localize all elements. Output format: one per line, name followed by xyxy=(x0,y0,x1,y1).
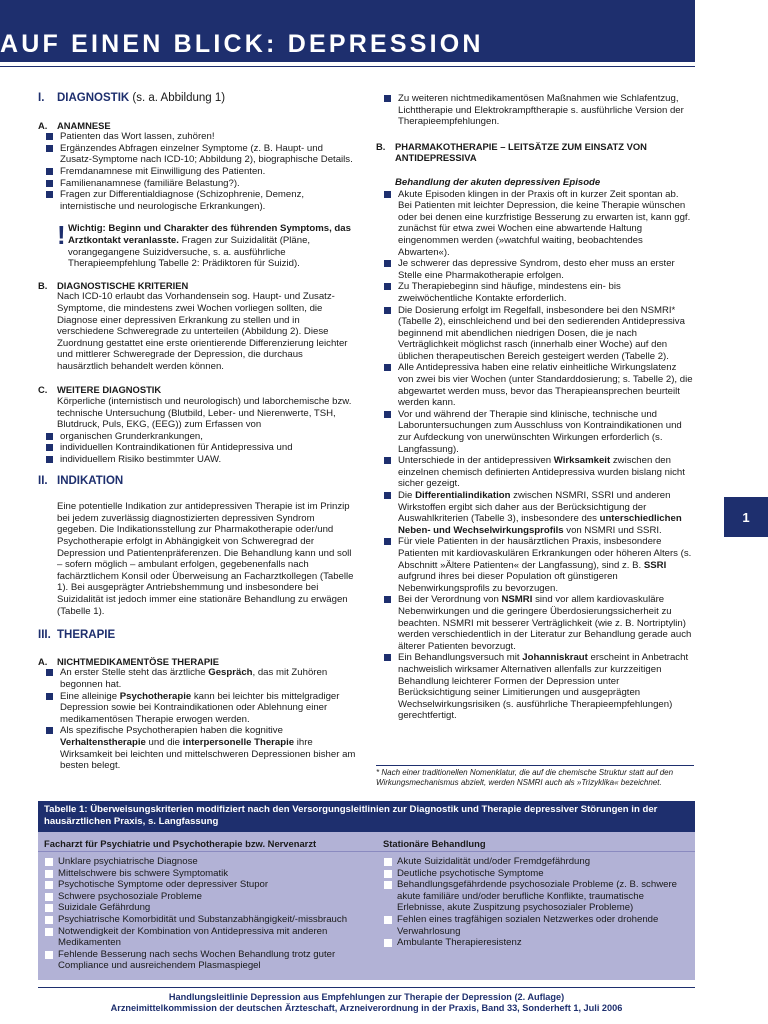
list-item: individuellen Kontraindikationen für Antidepressiva und xyxy=(60,442,356,454)
bullet-square-icon xyxy=(46,727,53,734)
table-row: Unklare psychiatrische Diagnose xyxy=(58,856,362,868)
list-item: Als spezifische Psychotherapien haben die kognitive Verhaltenstherapie und die interpersonelle Therapie ihre Wirksamkeit bei leichten und mittelschweren Depressionen bisher am besten belegt. xyxy=(60,725,356,771)
list-item: Akute Episoden klingen in der Praxis oft in kurzer Zeit spontan ab. Bei Patienten mit leichter Depression, die keine Therapie wünschen oder bei denen eine kurzfristige Besserung zu erwarten ist, kann ggf. zunächst für etwa zwei Wochen eine abwartende Haltung eingenommen werden (»watchful waiting, beobachtendes Abwarten«). xyxy=(398,189,694,259)
list-item: Bei der Verordnung von NSMRI sind vor allem kardiovaskuläre Nebenwirkungen und die geringere Überdosierungssicherheit zu beachten. NSMRI mit besserer Verträglichkeit (wie z. B. Nortriptylin) werden verschiedentlich in der Literatur zur Behandlung gerade auch älterer Patienten bevorzugt. xyxy=(398,594,694,652)
bullet-square-icon xyxy=(45,951,53,959)
anamnese-list xyxy=(38,131,356,212)
weitere-list xyxy=(38,431,356,466)
left-column xyxy=(38,93,356,772)
important-note: ! Wichtig: Beginn und Charakter des führenden Symptoms, das Arztkontakt veranlasste. Fragen zur Suizidalität (Pläne, vorangegangene Suizidversuche, s. a. ausführliche Therapieempfehlung Tabelle 2: Prädiktoren für Suizid). xyxy=(57,220,351,270)
table-row: Notwendigkeit der Kombination von Antidepressiva mit anderen Medikamenten xyxy=(58,926,362,949)
bullet-square-icon xyxy=(384,411,391,418)
nichtmed-continued-list xyxy=(376,93,694,128)
table-row: Behandlungsgefährdende psychosoziale Probleme (z. B. schwere akute familiäre und/oder berufliche Konflikte, traumatische Erlebnisse, akute Zuspitzung psychosozialer Probleme) xyxy=(397,879,688,914)
bullet-square-icon xyxy=(46,191,53,198)
bullet-square-icon xyxy=(384,191,391,198)
weitere-text: Körperliche (internistisch und neurologisch) und laborchemische bzw. technische Untersuchung (Blutbild, Leber- und Nierenwerte, TSH, Blutdruck, Puls, EKG, (EEG)) zum Erfassen von xyxy=(57,396,352,431)
list-item: Zu Therapiebeginn sind häufige, mindestens ein- bis zweiwöchentliche Kontakte erforderlich. xyxy=(398,281,694,304)
bullet-square-icon xyxy=(46,444,53,451)
table-column-stationaer xyxy=(383,856,688,949)
bullet-square-icon xyxy=(384,364,391,371)
list-item: Familienanamnese (familiäre Belastung?). xyxy=(60,178,356,190)
footer-rule xyxy=(38,987,695,988)
pharmako-list xyxy=(376,189,694,722)
pharmako-subtitle: Behandlung der akuten depressiven Episode xyxy=(395,176,601,188)
table-row: Psychiatrische Komorbidität und Substanzabhängigkeit/-missbrauch xyxy=(58,914,362,926)
table-row: Psychotische Symptome oder depressiver Stupor xyxy=(58,879,362,891)
bullet-square-icon xyxy=(384,596,391,603)
bullet-square-icon xyxy=(45,881,53,889)
bullet-square-icon xyxy=(384,858,392,866)
bullet-square-icon xyxy=(45,904,53,912)
list-item: Ergänzendes Abfragen einzelner Symptome (z. B. Haupt- und Zusatz-Symptome nach ICD-10; Abbildung 2), biographische Details. xyxy=(60,143,356,166)
subsection-weitere-heading: C. WEITERE DIAGNOSTIK xyxy=(38,384,162,396)
list-item: Fragen zur Differentialdiagnose (Schizophrenie, Demenz, internistische und neurologische Erkrankungen). xyxy=(60,189,356,212)
bullet-square-icon xyxy=(45,893,53,901)
bullet-square-icon xyxy=(45,928,53,936)
bullet-square-icon xyxy=(384,654,391,661)
list-item: Patienten das Wort lassen, zuhören! xyxy=(60,131,356,143)
table-row: Deutliche psychotische Symptome xyxy=(397,868,688,880)
bullet-square-icon xyxy=(384,457,391,464)
table-row: Akute Suizidalität und/oder Fremdgefährdung xyxy=(397,856,688,868)
bullet-square-icon xyxy=(46,433,53,440)
page-title: AUF EINEN BLICK: DEPRESSION xyxy=(0,30,484,58)
right-column xyxy=(376,93,694,722)
list-item: Zu weiteren nichtmedikamentösen Maßnahmen wie Schlafentzug, Lichttherapie und Elektrokrampftherapie s. ausführliche Version der Therapieempfehlungen. xyxy=(398,93,694,128)
bullet-square-icon xyxy=(45,858,53,866)
bullet-square-icon xyxy=(384,492,391,499)
subsection-kriterien-heading: B. DIAGNOSTISCHE KRITERIEN xyxy=(38,279,189,291)
table-divider xyxy=(38,851,695,852)
list-item: organischen Grunderkrankungen, xyxy=(60,431,356,443)
bullet-square-icon xyxy=(384,260,391,267)
table-row: Suizidale Gefährdung xyxy=(58,902,362,914)
table-column-facharzt xyxy=(44,856,362,972)
list-item: An erster Stelle steht das ärztliche Gespräch, das mit Zuhören begonnen hat. xyxy=(60,667,356,690)
list-item: Je schwerer das depressive Syndrom, desto eher muss an erster Stelle eine Pharmakotherapie erfolgen. xyxy=(398,258,694,281)
bullet-square-icon xyxy=(46,456,53,463)
subsection-anamnese-heading: A. ANAMNESE xyxy=(38,119,111,131)
table-title: Tabelle 1: Überweisungskriterien modifiziert nach den Versorgungsleitlinien zur Diagnostik und Therapie depressiver Störungen in der hausärztlichen Praxis, s. Langfassung xyxy=(38,801,695,832)
bullet-square-icon xyxy=(384,870,392,878)
header-rule xyxy=(0,66,695,67)
list-item: Unterschiede in der antidepressiven Wirksamkeit zwischen den einzelnen chemisch definierten Antidepressiva wurden bislang nicht sicher gezeigt. xyxy=(398,455,694,490)
bullet-square-icon xyxy=(384,95,391,102)
list-item: Fremdanamnese mit Einwilligung des Patienten. xyxy=(60,166,356,178)
bullet-square-icon xyxy=(384,307,391,314)
bullet-square-icon xyxy=(384,939,392,947)
subsection-nichtmed-heading: A. NICHTMEDIKAMENTÖSE THERAPIE xyxy=(38,655,219,667)
nichtmed-list xyxy=(38,667,356,771)
table-header-facharzt: Facharzt für Psychiatrie und Psychotherapie bzw. Nervenarzt xyxy=(44,838,317,849)
list-item: Alle Antidepressiva haben eine relativ einheitliche Wirkungslatenz von zwei bis vier Wochen (unter Standarddosierung; s. Tabelle 2), die abgewartet werden muss, bevor das Therapieansprechen beurteilt werden kann. xyxy=(398,362,694,408)
bullet-square-icon xyxy=(46,693,53,700)
bullet-square-icon xyxy=(46,180,53,187)
table-row: Mittelschwere bis schwere Symptomatik xyxy=(58,868,362,880)
table-row: Ambulante Therapieresistenz xyxy=(397,937,688,949)
bullet-square-icon xyxy=(46,133,53,140)
list-item: Ein Behandlungsversuch mit Johanniskraut erscheint in Anbetracht nachweislich wirksamer Alternativen allenfalls zur kurzzeitigen Behandlung leichterer Formen der Depression unter Berücksichtigung seiner Limitierungen und ausgeprägten Wechselwirkungsrisiken (s. ausführliche Therapieempfehlungen) gerechtfertigt. xyxy=(398,652,694,722)
bullet-square-icon xyxy=(46,669,53,676)
chapter-tab-marker: 1 xyxy=(724,497,768,537)
source-citation: Handlungsleitlinie Depression aus Empfehlungen zur Therapie der Depression (2. Auflage) Arzneimittelkommission der deutschen Ärzteschaft, Arzneiverordnung in der Praxis, Band 33, Sonderheft 1, Juli 2006 xyxy=(110,992,623,1014)
kriterien-text: Nach ICD-10 erlaubt das Vorhandensein sog. Haupt- und Zusatz-Symptome, die mindestens zwei Wochen vorliegen sollten, die Diagnose einer depressiven Erkrankung zu stellen und in verschiedene Schweregrade zu unterteilen (Abbildung 2). Diese Zuordnung gestattet eine erste orientierende Differenzierung leichter und mittlerer Schweregrade der Depression, die durchaus hausärztlich behandelt werden können. xyxy=(57,291,348,372)
indikation-text: Eine potentielle Indikation zur antidepressiven Therapie ist im Prinzip bei jedem zuverlässig diagnostizierten depressiven Syndrom gegeben. Die Indikationsstellung zur Pharmakotherapie oder/und Psychotherapie erfolgt in Abhängigkeit von Schweregrad der Depression und Patientenpräferenzen. Die Behandlung kann und soll – sofern möglich – ambulant erfolgen, gegebenenfalls nach fachärztlichem Konsil oder Überweisung an Facharztkollegen (Tabelle 1). Bei ausgeprägter Antriebshemmung und insbesondere bei Suizidalität ist jedoch immer eine stationäre Behandlung zu erwägen (Tabelle 1). xyxy=(57,501,354,617)
list-item: individuellem Risiko bestimmter UAW. xyxy=(60,454,356,466)
list-item: Für viele Patienten in der hausärztlichen Praxis, insbesondere Patienten mit kardiovaskulären Erkrankungen oder höheren Alters (s. Abschnitt »Ältere Patienten« der Langfassung), sind z. B. SSRI aufgrund ihres bei dieser Population oft günstigeren Nebenwirkungsprofils zu bevorzugen. xyxy=(398,536,694,594)
table-header-stationaer: Stationäre Behandlung xyxy=(383,838,486,849)
bullet-square-icon xyxy=(384,538,391,545)
list-item: Die Differentialindikation zwischen NSMRI, SSRI und anderen Wirkstoffen ergibt sich daher aus der Berücksichtigung der Auswahlkriterien (Tabelle 3), insbesondere des unterschiedlichen Neben- und Wechselwirkungsprofils von NSMRI und SSRI. xyxy=(398,490,694,536)
bullet-square-icon xyxy=(384,916,392,924)
footnote: * Nach einer traditionellen Nomenklatur, die auf die chemische Struktur statt auf den Wirkungsmechanismus abzielt, werden NSMRI auch als »Trizyklika« bezeichnet. xyxy=(376,768,674,787)
section-therapie-heading: III. THERAPIE xyxy=(38,629,116,642)
table-row: Fehlen eines tragfähigen sozialen Netzwerkes oder drohende Verwahrlosung xyxy=(397,914,688,937)
bullet-square-icon xyxy=(384,283,391,290)
header-banner xyxy=(0,0,695,62)
bullet-square-icon xyxy=(384,881,392,889)
list-item: Eine alleinige Psychotherapie kann bei leichter bis mittelgradiger Depression sowie bei Kontraindikationen oder Ablehnung einer medikamentösen Therapie erwogen werden. xyxy=(60,691,356,726)
exclamation-icon: ! xyxy=(57,220,66,251)
bullet-square-icon xyxy=(45,870,53,878)
referral-criteria-table xyxy=(38,801,695,980)
table-row: Schwere psychosoziale Probleme xyxy=(58,891,362,903)
bullet-square-icon xyxy=(45,916,53,924)
bullet-square-icon xyxy=(46,145,53,152)
bullet-square-icon xyxy=(46,168,53,175)
section-diagnostik-heading: I. DIAGNOSTIK (s. a. Abbildung 1) xyxy=(38,92,226,104)
footnote-rule xyxy=(376,765,694,766)
list-item: Die Dosierung erfolgt im Regelfall, insbesondere bei den NSMRI* (Tabelle 2), einschleichend und bei den sedierenden Antidepressiva beginnend mit abendlichen niedrigen Dosen, die je nach Verträglichkeit möglichst rasch (innerhalb einer Woche) auf den üblichen therapeutischen Bereich gesteigert werden (Tabelle 2). xyxy=(398,305,694,363)
table-row: Fehlende Besserung nach sechs Wochen Behandlung trotz guter Compliance und ausreichendem Plasmaspiegel xyxy=(58,949,362,972)
subsection-pharmako-heading: B. PHARMAKOTHERAPIE – LEITSÄTZE ZUM EINSATZ VON ANTIDEPRESSIVA xyxy=(376,140,647,164)
list-item: Vor und während der Therapie sind klinische, technische und Laboruntersuchungen zum Ausschluss von Kontraindikationen und zur Aufdeckung von unerwünschten Wirkungen erforderlich (s. Langfassung). xyxy=(398,409,694,455)
section-indikation-heading: II. INDIKATION xyxy=(38,474,124,487)
